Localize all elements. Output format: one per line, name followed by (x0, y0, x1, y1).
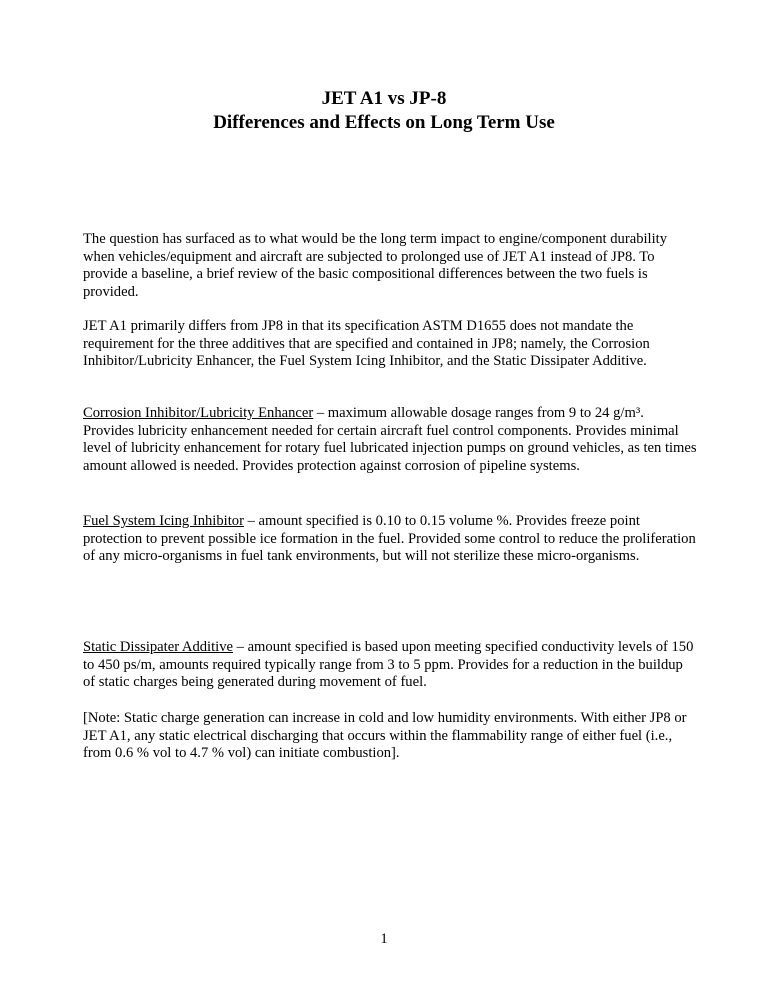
static-dissipater-heading: Static Dissipater Additive (83, 639, 233, 655)
corrosion-inhibitor-text: – maximum allowable dosage ranges from 9 to 24 g/m³. Provides lubricity enhancement needed for certain aircraft fuel control components. Provides minimal level of lubricity enhancement for rotary fuel lubricated injection pumps on ground vehicles, as ten times amount allowed is needed. Provides protection against corrosion of pipeline systems. (83, 405, 697, 474)
intro-paragraph: The question has surfaced as to what would be the long term impact to engine/component durability when vehicles/equipment and aircraft are subjected to prolonged use of JET A1 instead of JP8. To provide a baseline, a brief review of the basic compositional differences between the two fuels is provided. (83, 231, 668, 300)
icing-inhibitor-paragraph (83, 513, 697, 566)
corrosion-inhibitor-heading: Corrosion Inhibitor/Lubricity Enhancer (83, 405, 314, 421)
document-subtitle: Differences and Effects on Long Term Use (213, 112, 555, 133)
static-dissipater-text: – amount specified is based upon meeting specified conductivity levels of 150 to 450 ps/m, amounts required typically range from 3 to 5 ppm. Provides for a reduction in the buildup of static charges being generated during movement of fuel. (83, 639, 694, 690)
note-paragraph: [Note: Static charge generation can increase in cold and low humidity environments. With either JP8 or JET A1, any static electrical discharging that occurs within the flammability range of either fuel (i.e., from 0.6 % vol to 4.7 % vol) can initiate combustion]. (83, 710, 687, 761)
static-dissipater-paragraph (83, 639, 697, 692)
page-number: 1 (380, 931, 388, 947)
icing-inhibitor-text: – amount specified is 0.10 to 0.15 volume %. Provides freeze point protection to prevent possible ice formation in the fuel. Provided some control to reduce the proliferation of any micro-organisms in fuel tank environments, but will not sterilize these micro-organisms. (83, 513, 696, 564)
icing-inhibitor-heading: Fuel System Icing Inhibitor (83, 513, 244, 529)
document-title: JET A1 vs JP-8 (321, 88, 447, 109)
corrosion-inhibitor-paragraph (83, 405, 697, 475)
difference-paragraph: JET A1 primarily differs from JP8 in that its specification ASTM D1655 does not mandate the requirement for the three additives that are specified and contained in JP8; namely, the Corrosion Inhibitor/Lubricity Enhancer, the Fuel System Icing Inhibitor, and the Static Dissipater Additive. (83, 318, 650, 369)
